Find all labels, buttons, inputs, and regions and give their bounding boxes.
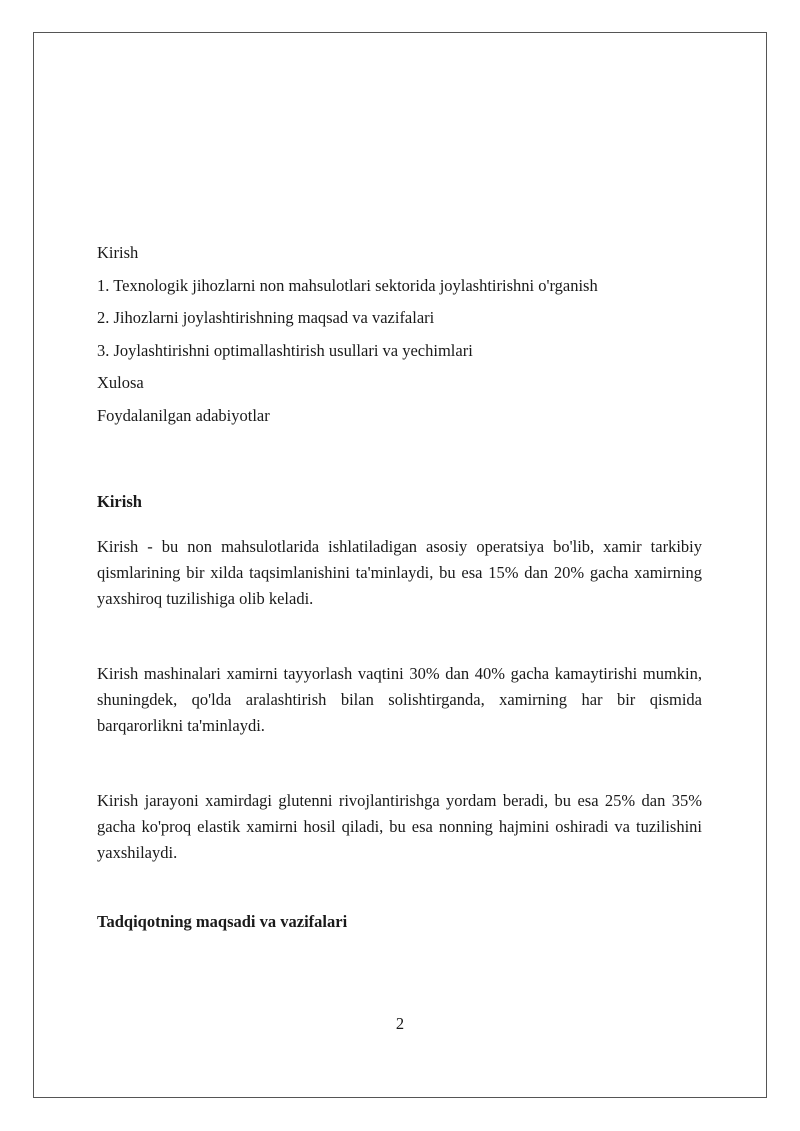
toc-item: Foydalanilgan adabiyotlar	[97, 405, 270, 425]
table-of-contents	[97, 240, 702, 429]
toc-item: 3. Joylashtirishni optimallashtirish usullari va yechimlari	[97, 340, 473, 360]
toc-item: Xulosa	[97, 373, 144, 392]
toc-item: 2. Jihozlarni joylashtirishning maqsad va vazifalari	[97, 308, 435, 327]
paragraph: Kirish jarayoni xamirdagi glutenni rivojlantirishga yordam beradi, bu esa 25% dan 35% gacha ko'proq elastik xamirni hosil qiladi, bu esa nonning hajmini oshiradi va tuzilishini yaxshilaydi.	[97, 790, 702, 862]
page-number: 2	[395, 1014, 405, 1033]
paragraph: Kirish mashinalari xamirni tayyorlash vaqtini 30% dan 40% gacha kamaytirishi mumkin, shuningdek, qo'lda aralashtirish bilan solishtirganda, xamirning har bir qismida barqarorlikni ta'minlaydi.	[97, 663, 702, 735]
section-heading: Kirish	[97, 491, 142, 511]
paragraph: Kirish - bu non mahsulotlarida ishlatiladigan asosiy operatsiya bo'lib, xamir tarkibiy qismlarining bir xilda taqsimlanishini ta'minlaydi, bu esa 15% dan 20% gacha xamirning yaxshiroq tuzilishiga olib keladi.	[97, 536, 702, 608]
section-heading: Tadqiqotning maqsadi va vazifalari	[97, 911, 348, 931]
toc-item: Kirish	[97, 243, 139, 262]
document-body	[97, 240, 702, 935]
toc-item: 1. Texnologik jihozlarni non mahsulotlari sektorida joylashtirishni o'rganish	[97, 275, 598, 295]
